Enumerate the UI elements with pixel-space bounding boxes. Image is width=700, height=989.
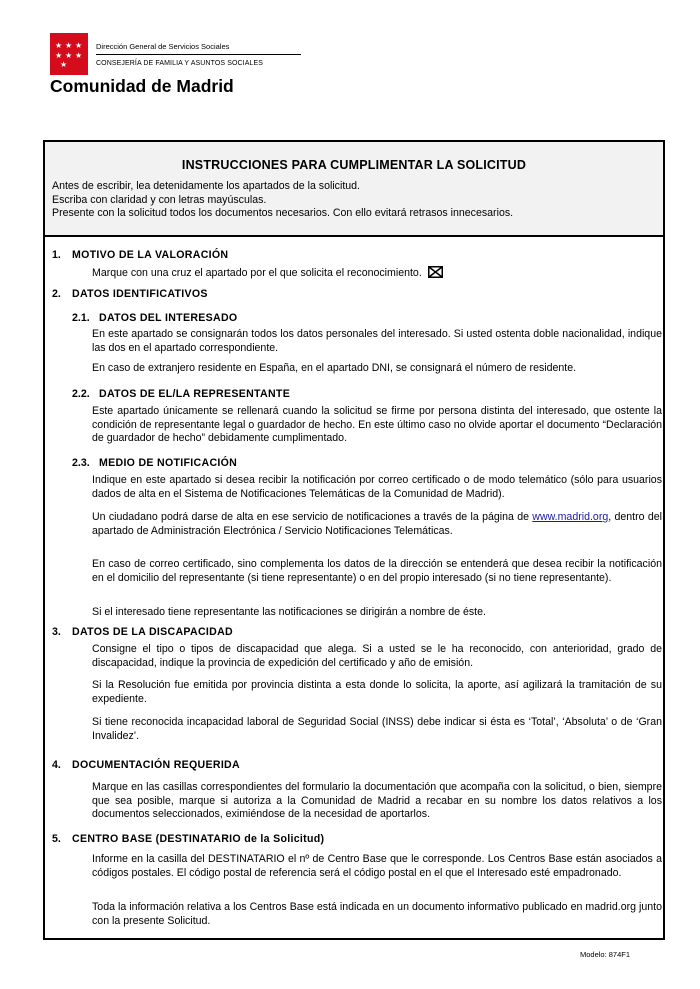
madrid-logo <box>50 33 88 75</box>
section-title: DOCUMENTACIÓN REQUERIDA <box>72 759 240 771</box>
star-icon: ★ <box>55 41 63 50</box>
header-divider <box>96 54 301 55</box>
paragraph: Si el interesado tiene representante las notificaciones se dirigirán a nombre de éste. <box>92 606 486 618</box>
star-icon: ★ <box>75 41 83 50</box>
star-icon: ★ <box>65 41 73 50</box>
paragraph: En caso de correo certificado, sino complementa los datos de la dirección se entenderá que desea recibir la notificación en el domicilio del representante (si tiene representante) o en del propio interesado (si no tiene representante). <box>92 558 662 584</box>
paragraph: Marque en las casillas correspondientes del formulario la documentación que acompaña con la solicitud, o bien, siempre que sea posible, marque si autoriza a la Comunidad de Madrid a recabar en su nombre los datos relativos a los documentos seleccionados, eximiéndose de la necesidad de aportarlos. <box>92 781 662 820</box>
paragraph: En este apartado se consignarán todos los datos personales del interesado. Si usted ostenta doble nacionalidad, indique las dos en el apartado correspondiente. <box>92 328 662 354</box>
section-title: DATOS IDENTIFICATIVOS <box>72 288 208 300</box>
paragraph: Indique en este apartado si desea recibir la notificación por correo certificado o de modo telemático (sólo para usuarios dados de alta en el Sistema de Notificaciones Telemáticas de la Comunidad de Madrid). <box>92 474 662 500</box>
star-icon: ★ <box>65 51 73 60</box>
paragraph: Toda la información relativa a los Centros Base está indicada en un documento informativo publicado en madrid.org junto con la presente Solicitud. <box>92 901 662 927</box>
section-title: MOTIVO DE LA VALORACIÓN <box>72 249 229 261</box>
instructions-frame <box>43 140 665 940</box>
paragraph: Consigne el tipo o tipos de discapacidad que alega. Si a usted se le ha reconocido, con anterioridad, grado de discapacidad, indique la provincia de expedición del certificado y año de emisión. <box>92 643 662 669</box>
subsection-number: 2.1. <box>72 312 90 324</box>
section-title: CENTRO BASE (DESTINATARIO de la Solicitud) <box>72 833 325 845</box>
paragraph-text: Un ciudadano podrá darse de alta en ese servicio de notificaciones a través de la página de <box>92 511 533 523</box>
section-number: 2. <box>52 288 61 300</box>
paragraph: Marque con una cruz el apartado por el que solicita el reconocimiento. <box>92 267 422 279</box>
section-number: 1. <box>52 249 61 261</box>
intro-box <box>45 142 663 237</box>
page-title: INSTRUCCIONES PARA CUMPLIMENTAR LA SOLICITUD <box>181 158 527 172</box>
paragraph: Si tiene reconocida incapacidad laboral de Seguridad Social (INSS) debe indicar si ésta es ‘Total’, ‘Absoluta’ o de ‘Gran Invalidez’. <box>92 716 662 742</box>
subsection-title: MEDIO DE NOTIFICACIÓN <box>99 457 238 469</box>
section-number: 4. <box>52 759 61 771</box>
crossed-checkbox-icon <box>428 266 443 283</box>
intro-text <box>52 180 513 221</box>
madrid-link[interactable]: www.madrid.org <box>532 511 609 523</box>
star-icon: ★ <box>75 51 83 60</box>
subsection-title: DATOS DEL INTERESADO <box>99 312 238 324</box>
paragraph: Este apartado únicamente se rellenará cuando la solicitud se firme por persona distinta del interesado, que ostente la condición de representante legal o guardador de hecho. En este último caso no olvide aportar el documento “Declaración de guardador de hecho” debidamente cumplimentado. <box>92 405 662 444</box>
subsection-title: DATOS DE EL/LA REPRESENTANTE <box>99 388 291 400</box>
subsection-number: 2.2. <box>72 388 90 400</box>
paragraph-text: , dentro del apartado de Administración Electrónica / Servicio Notificaciones Telemáticas. <box>92 511 662 537</box>
paragraph: En caso de extranjero residente en España, en el apartado DNI, se consignará el número de residente. <box>92 362 577 374</box>
section-title: DATOS DE LA DISCAPACIDAD <box>72 626 234 638</box>
paragraph: Si la Resolución fue emitida por provincia distinta a esta donde lo solicita, la aporte, así agilizará la tramitación de su expediente. <box>92 679 662 705</box>
paragraph: Informe en la casilla del DESTINATARIO el nº de Centro Base que le corresponde. Los Centros Base están asociados a códigos postales. El código postal de referencia será el código postal en el que el Interesado esté empadronado. <box>92 853 662 879</box>
intro-line: Presente con la solicitud todos los documentos necesarios. Con ello evitará retrasos innecesarios. <box>52 207 514 219</box>
model-code: Modelo: 874F1 <box>580 950 631 959</box>
section-text <box>92 266 443 283</box>
intro-line: Escriba con claridad y con letras mayúsculas. <box>52 193 267 206</box>
subsection-number: 2.3. <box>72 457 90 469</box>
paragraph <box>92 511 662 538</box>
org-name: Dirección General de Servicios Sociales <box>96 42 230 51</box>
brand-name: Comunidad de Madrid <box>50 76 234 96</box>
section-number: 5. <box>52 833 61 845</box>
department-name: CONSEJERÍA DE FAMILIA Y ASUNTOS SOCIALES <box>96 60 264 67</box>
star-icon: ★ <box>60 60 68 69</box>
star-icon: ★ <box>55 51 63 60</box>
intro-line: Antes de escribir, lea detenidamente los apartados de la solicitud. <box>52 180 360 192</box>
section-number: 3. <box>52 626 61 638</box>
